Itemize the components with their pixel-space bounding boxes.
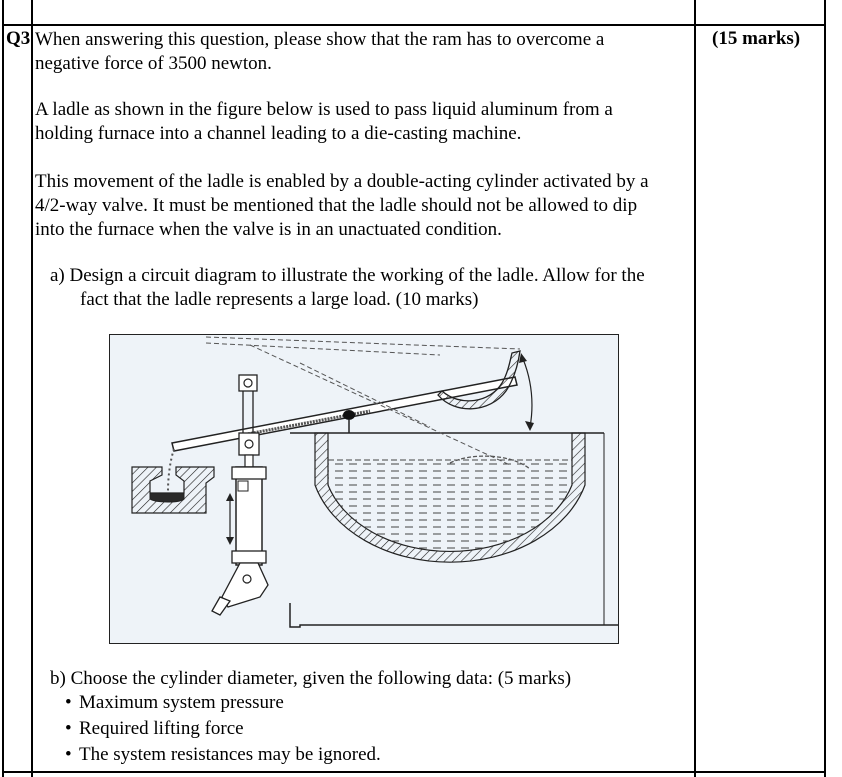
bullet-text: Maximum system pressure (79, 692, 284, 713)
intro-paragraph (35, 28, 690, 76)
part-b: b) Choose the cylinder diameter, given the following data: (5 marks) (50, 668, 572, 689)
bucket-motion-arrow (523, 359, 532, 427)
bullet-item (65, 691, 284, 715)
rod-clevis-pin (245, 440, 253, 448)
part-a-line-1: a) Design a circuit diagram to illustrate the working of the ladle. Allow for the (50, 265, 645, 286)
table-border-divider-marks (694, 0, 696, 777)
cylinder-line-3: into the furnace when the valve is in an unactuated condition. (35, 219, 502, 240)
channel-metal (150, 493, 184, 502)
cylinder-port (238, 481, 248, 491)
cylinder-line-2: 4/2-way valve. It must be mentioned that the ladle should not be allowed to dip (35, 195, 638, 216)
table-border-left (2, 0, 4, 777)
cylinder-end-cap-bottom (232, 551, 266, 563)
pivot-point (343, 410, 355, 420)
cylinder-arrow-head-up (226, 493, 234, 501)
question-number: Q3 (6, 28, 31, 49)
bucket-arrow-head-down (525, 421, 534, 431)
part-a-line-2: fact that the ladle represents a large load. (10 marks) (80, 289, 479, 310)
table-border-divider-number (31, 0, 33, 777)
cylinder-arrow-head-down (226, 537, 234, 545)
intro-line-2: negative force of 3500 newton. (35, 53, 272, 74)
table-border-bottom (2, 771, 826, 773)
bullet-dot: • (65, 692, 72, 713)
bucket-arrow-head-up (519, 353, 527, 363)
cylinder-paragraph (35, 170, 690, 242)
channel-walls (132, 467, 214, 513)
bullet-dot: • (65, 718, 72, 739)
part-a (50, 264, 690, 312)
cylinder-line-1: This movement of the ladle is enabled by a double-acting cylinder activated by a (35, 171, 649, 192)
cylinder-end-cap-top (232, 467, 266, 479)
ladle-bucket (438, 351, 520, 409)
bullet-dot: • (65, 744, 72, 765)
ladle-line-1: A ladle as shown in the figure below is used to pass liquid aluminum from a (35, 99, 613, 120)
bullet-text: The system resistances may be ignored. (79, 744, 381, 765)
ladle-diagram (110, 335, 618, 643)
ladle-line-2: holding furnace into a channel leading to a die-casting machine. (35, 123, 522, 144)
bullet-text: Required lifting force (79, 718, 244, 739)
table-border-right (824, 0, 826, 777)
bullet-item (65, 743, 381, 767)
question-marks: (15 marks) (712, 28, 801, 49)
pouring-stream (168, 449, 174, 491)
base-mount-pin (243, 575, 251, 583)
intro-line-1: When answering this question, please show that the ram has to overcome a (35, 29, 605, 50)
upper-mount-pin (244, 379, 252, 387)
ladle-figure (109, 334, 619, 644)
bullet-item (65, 717, 244, 741)
table-border-top (2, 24, 826, 26)
ladle-paragraph (35, 98, 690, 146)
floor-base (290, 603, 618, 627)
